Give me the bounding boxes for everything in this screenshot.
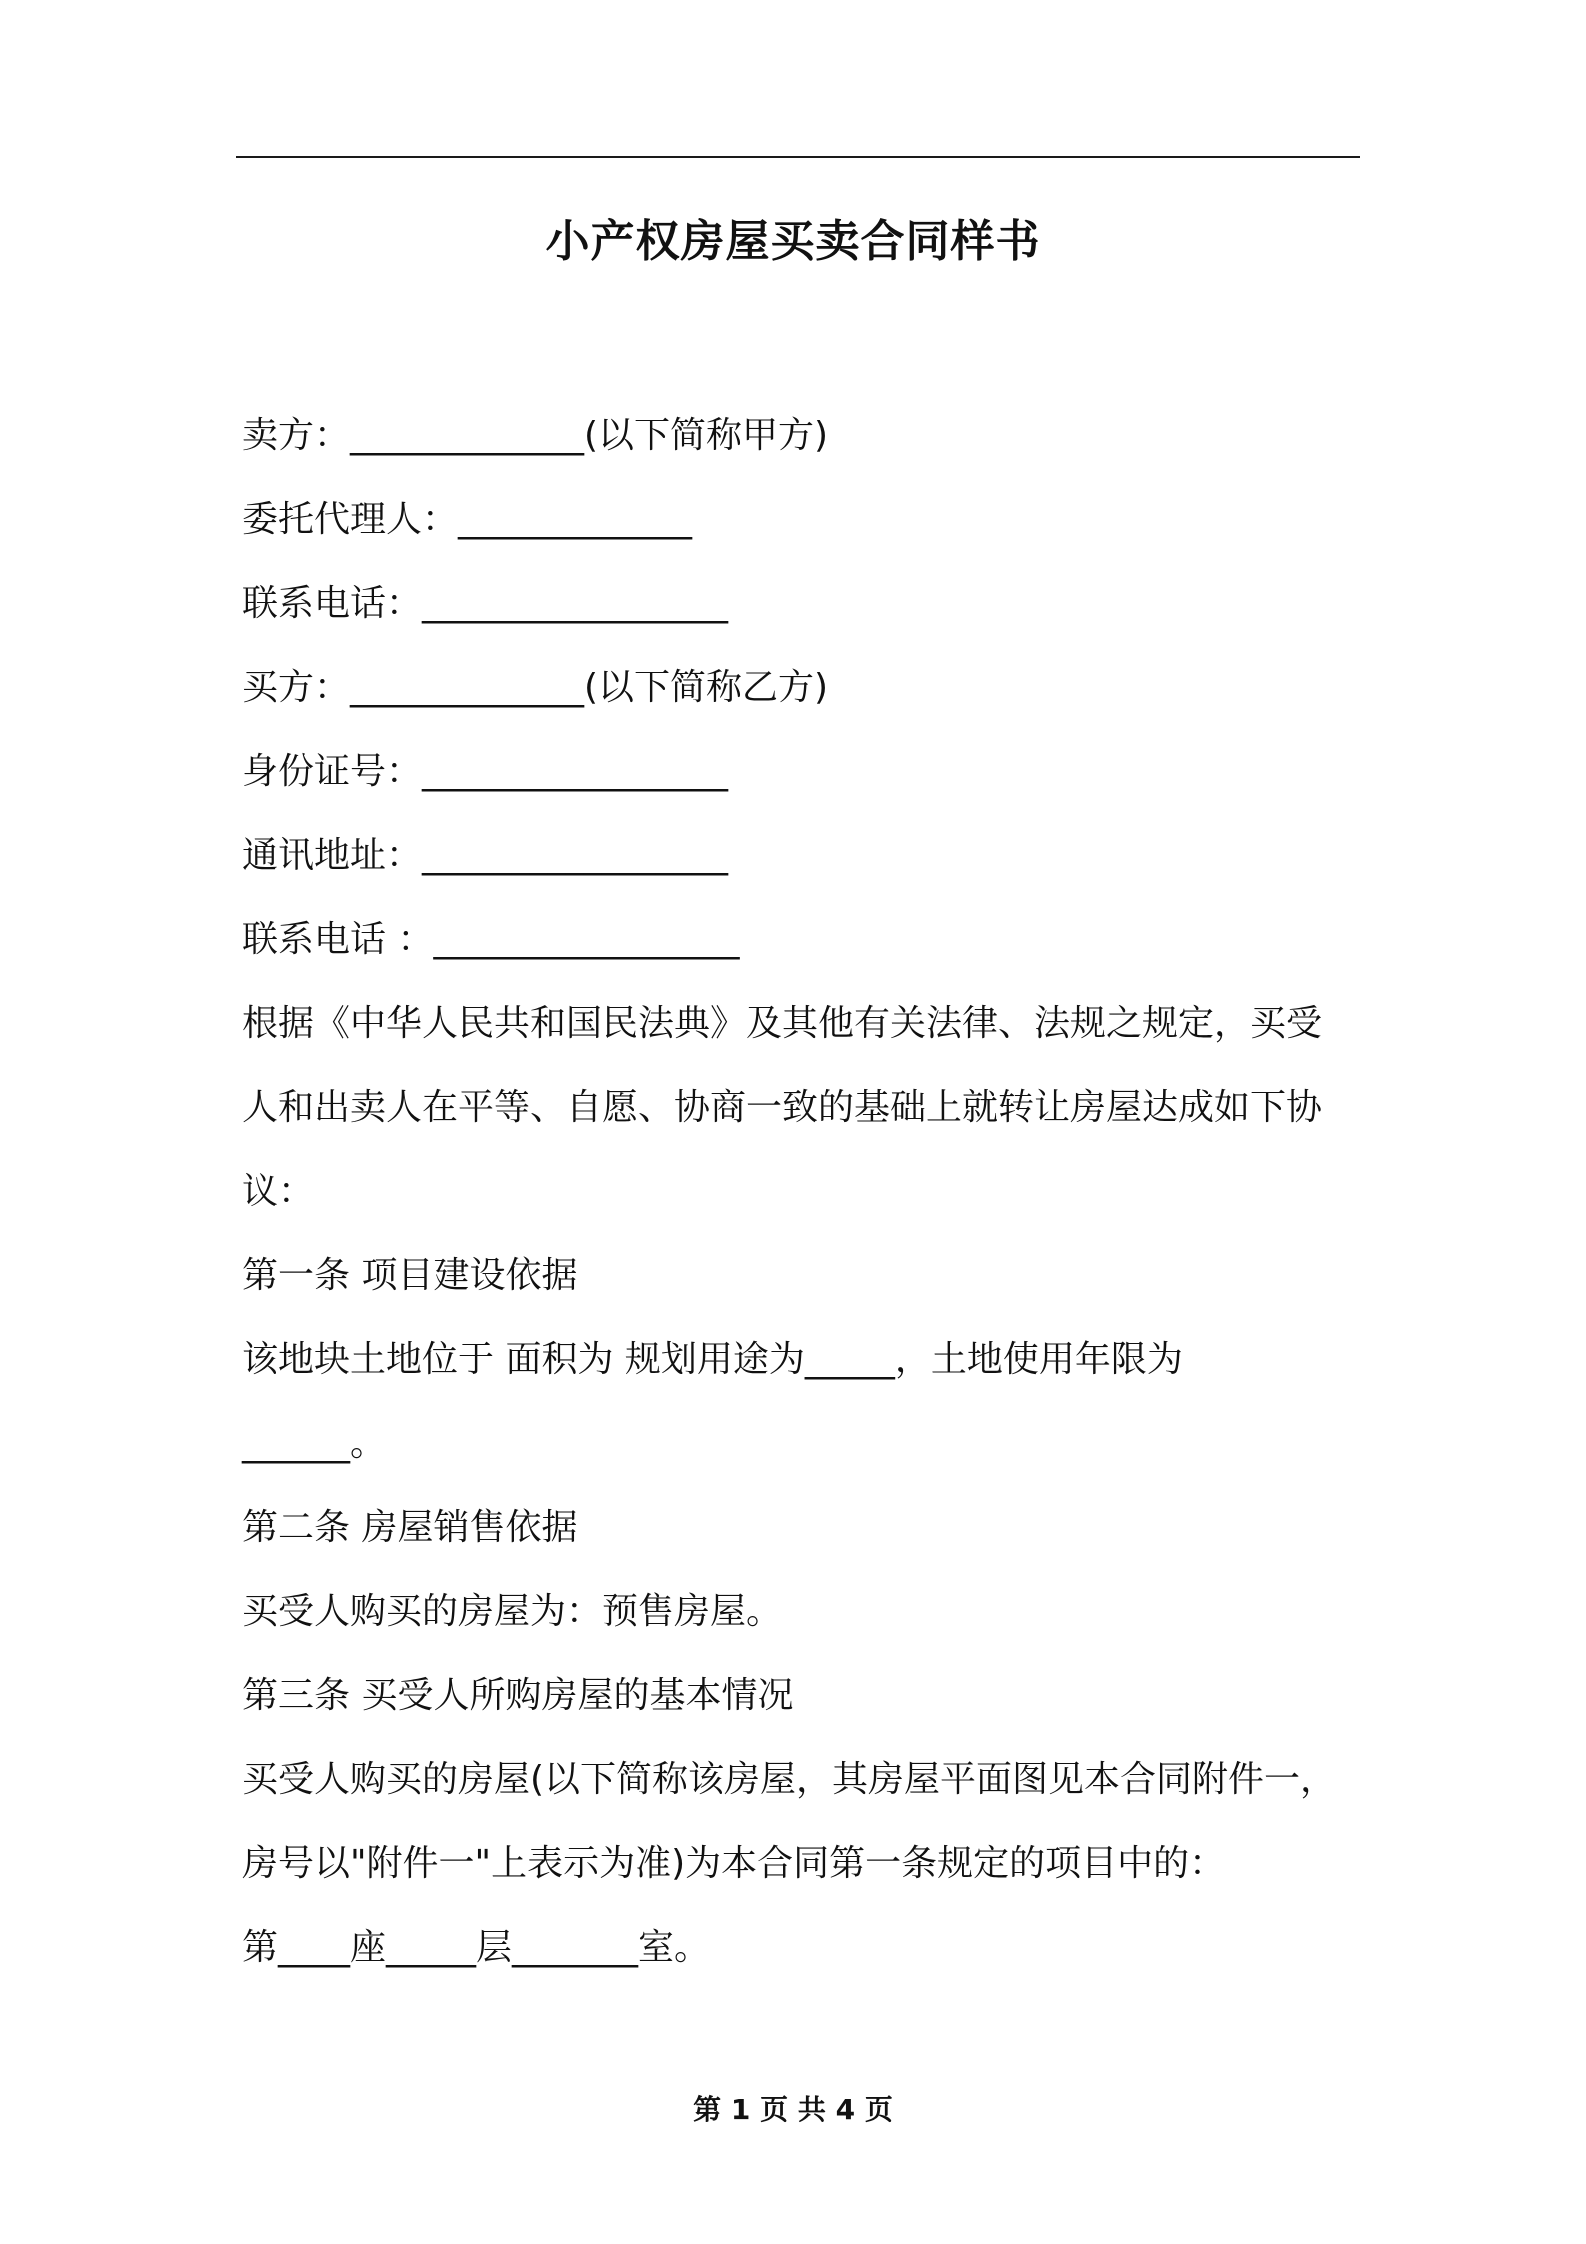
article-2-heading: 第二条 房屋销售依据 [242,1507,578,1548]
article-3-text-2: 房号以"附件一"上表示为准)为本合同第一条规定的项目中的： [242,1843,1226,1884]
page-number: 第 1 页 共 4 页 [693,2093,893,2126]
preamble-line-2: 人和出卖人在平等、自愿、协商一致的基础上就转让房屋达成如下协 [242,1087,1323,1128]
seller-phone-line: 联系电话：_________________ [242,583,729,624]
article-1-text-1: 该地块土地位于 面积为 规划用途为_____，土地使用年限为 [242,1339,1183,1380]
preamble-line-3: 议： [242,1171,315,1212]
preamble-line-1: 根据《中华人民共和国民法典》及其他有关法律、法规之规定，买受 [242,1003,1323,1044]
article-1-text-2: ______。 [242,1423,387,1464]
header-divider [236,156,1360,158]
seller-line: 卖方：_____________(以下简称甲方) [242,415,829,456]
buyer-phone-line: 联系电话 ：_________________ [242,919,740,960]
article-3-text-1: 买受人购买的房屋(以下简称该房屋，其房屋平面图见本合同附件一， [242,1759,1337,1800]
article-1-heading: 第一条 项目建设依据 [242,1255,578,1296]
buyer-line: 买方：_____________(以下简称乙方) [242,667,829,708]
agent-line: 委托代理人：_____________ [242,499,693,540]
address-line: 通讯地址：_________________ [242,835,729,876]
document-title: 小产权房屋买卖合同样书 [545,216,1041,267]
article-3-heading: 第三条 买受人所购房屋的基本情况 [242,1675,794,1716]
article-3-text-3: 第____座_____层_______室。 [242,1927,711,1968]
id-number-line: 身份证号：_________________ [242,751,729,792]
article-2-text: 买受人购买的房屋为：预售房屋。 [242,1591,783,1632]
